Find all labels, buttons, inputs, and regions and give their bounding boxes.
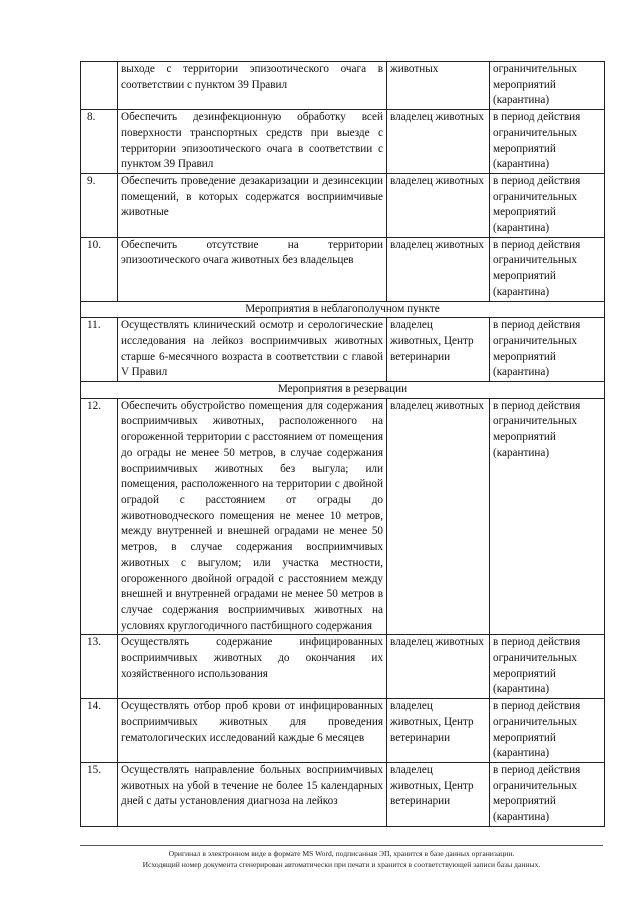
responsible-party: животных <box>387 62 490 110</box>
measures-table <box>80 61 605 827</box>
row-number: 11. <box>81 318 118 382</box>
table-row <box>81 318 605 382</box>
responsible-party: владелец животных <box>387 173 490 237</box>
table-row <box>81 398 605 635</box>
section-header-row <box>81 382 605 399</box>
measure-text: Обеспечить проведение дезакаризации и дезинсекции помещений, в которых содержатся восприимчивые животные <box>118 173 387 237</box>
row-number: 12. <box>81 398 118 635</box>
table-row <box>81 110 605 174</box>
table-row <box>81 62 605 110</box>
execution-term: в период действия ограничительных мероприятий (карантина) <box>490 110 605 174</box>
measure-text: Обеспечить обустройство помещения для содержания восприимчивых животных, расположенного на огороженной территории с расстоянием от помещения до ограды не менее 50 метров, в случае содержания восприимчивых животных без выгула; или помещения, расположенного на территории с двойной оградой с расстоянием от ограды до животноводческого помещения не менее 10 метров, между внутренней и внешней оградами не менее 50 метров, в случае содержания восприимчивых животных с выгулом; или участка местности, огороженного двойной оградой с расстоянием между внешней и внутренней оградами не менее 50 метров в случае содержания восприимчивых животных на условиях круглогодичного пастбищного содержания <box>118 398 387 635</box>
footer-line-2: Исходящий номер документа сгенерирован автоматически при печати и хранится в соответствующей записи базы данных. <box>142 860 541 869</box>
section-title: Мероприятия в резервации <box>81 382 605 399</box>
row-number: 13. <box>81 635 118 699</box>
row-number: 15. <box>81 762 118 826</box>
row-number: 10. <box>81 237 118 301</box>
table-row <box>81 237 605 301</box>
responsible-party: владелец животных, Центр ветеринарии <box>387 318 490 382</box>
page-footer <box>80 845 603 870</box>
row-number: 8. <box>81 110 118 174</box>
responsible-party: владелец животных <box>387 635 490 699</box>
table-row <box>81 699 605 763</box>
measure-text: Осуществлять направление больных восприимчивых животных на убой в течение не более 15 календарных дней с даты установления диагноза на лейкоз <box>118 762 387 826</box>
row-number <box>81 62 118 110</box>
responsible-party: владелец животных, Центр ветеринарии <box>387 699 490 763</box>
section-header-row <box>81 301 605 318</box>
responsible-party: владелец животных <box>387 110 490 174</box>
execution-term: в период действия ограничительных мероприятий (карантина) <box>490 635 605 699</box>
section-title: Мероприятия в неблагополучном пункте <box>81 301 605 318</box>
responsible-party: владелец животных <box>387 237 490 301</box>
measure-text: выходе с территории эпизоотического очага в соответствии с пунктом 39 Правил <box>118 62 387 110</box>
execution-term: ограничительных мероприятий (карантина) <box>490 62 605 110</box>
row-number: 9. <box>81 173 118 237</box>
responsible-party: владелец животных <box>387 398 490 635</box>
measure-text: Обеспечить дезинфекционную обработку всей поверхности транспортных средств при выезде с территории эпизоотического очага в соответствии с пунктом 39 Правил <box>118 110 387 174</box>
table-row <box>81 762 605 826</box>
table-row <box>81 635 605 699</box>
measure-text: Осуществлять клинический осмотр и серологические исследования на лейкоз восприимчивых животных старше 6-месячного возраста в соответствии с главой V Правил <box>118 318 387 382</box>
measure-text: Осуществлять отбор проб крови от инфицированных восприимчивых животных для проведения гематологических исследований каждые 6 месяцев <box>118 699 387 763</box>
execution-term: в период действия ограничительных мероприятий (карантина) <box>490 762 605 826</box>
table-row <box>81 173 605 237</box>
footer-line-1: Оригинал в электронном виде в формате MS Word, подписанная ЭП, хранится в базе данных организации. <box>168 849 515 858</box>
execution-term: в период действия ограничительных мероприятий (карантина) <box>490 398 605 635</box>
execution-term: в период действия ограничительных мероприятий (карантина) <box>490 173 605 237</box>
measure-text: Осуществлять содержание инфицированных восприимчивых животных до окончания их хозяйственного использования <box>118 635 387 699</box>
measures-table-body <box>81 62 605 827</box>
responsible-party: владелец животных, Центр ветеринарии <box>387 762 490 826</box>
execution-term: в период действия ограничительных мероприятий (карантина) <box>490 699 605 763</box>
measure-text: Обеспечить отсутствие на территории эпизоотического очага животных без владельцев <box>118 237 387 301</box>
row-number: 14. <box>81 699 118 763</box>
execution-term: в период действия ограничительных мероприятий (карантина) <box>490 237 605 301</box>
execution-term: в период действия ограничительных мероприятий (карантина) <box>490 318 605 382</box>
